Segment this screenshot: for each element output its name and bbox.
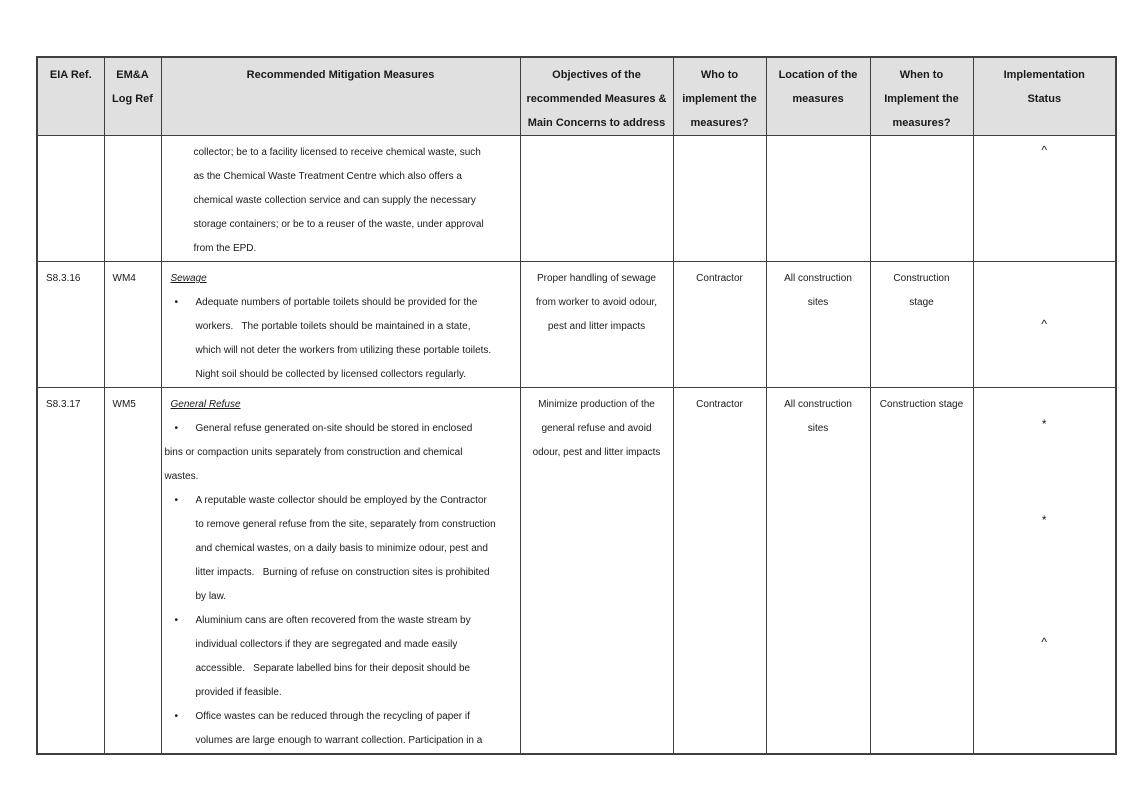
measures-line: A reputable waste collector should be employed by the Contractor • — [162, 489, 520, 513]
measures-line: Night soil should be collected by licensed collectors regularly. — [195, 369, 467, 380]
header-line: Implementation — [1003, 69, 1085, 81]
table-row — [37, 388, 1116, 755]
cell-objectives-line: pest and litter impacts — [547, 321, 646, 332]
header-line: Objectives of the — [552, 69, 641, 81]
cell-who — [673, 136, 766, 262]
measures-line: as the Chemical Waste Treatment Centre which also offers a — [193, 171, 462, 182]
header-line: measures? — [690, 117, 749, 129]
cell-objectives-line: from worker to avoid odour, — [535, 297, 658, 308]
bullet-icon: • — [174, 495, 179, 506]
measures-line: to remove general refuse from the site, separately from construction — [195, 519, 496, 530]
measures-line: accessible. Separate labelled bins for their deposit should be — [195, 663, 471, 674]
measures-line: General Refuse — [170, 399, 241, 410]
cell-objectives-line: general refuse and avoid — [541, 423, 652, 434]
bullet-icon: • — [174, 297, 179, 308]
header-who — [673, 57, 766, 136]
cell-objectives — [520, 136, 673, 262]
cell-eia-ref — [37, 136, 104, 262]
cell-objectives-line: Proper handling of sewage — [537, 273, 656, 284]
measures-paragraph — [162, 393, 520, 417]
cell-measures — [161, 388, 520, 755]
cell-implementation-status — [973, 136, 1116, 262]
measures-paragraph — [162, 609, 520, 705]
eia-ref-text: S8.3.16 — [46, 273, 81, 284]
header-line: Status — [1027, 93, 1062, 105]
status-caret-symbol: ^ — [1041, 317, 1048, 331]
cell-eia-ref — [37, 262, 104, 388]
cell-when — [870, 388, 973, 755]
cell-objectives-line: Minimize production of the — [538, 399, 655, 410]
measures-line: General refuse generated on-site should be stored in enclosed • — [162, 417, 520, 441]
bullet-icon: • — [174, 423, 179, 434]
table-row — [37, 262, 1116, 388]
header-cell-content — [974, 58, 1116, 111]
measures-line: Sewage — [170, 273, 207, 284]
measures-paragraph — [162, 267, 520, 291]
header-cell-content — [521, 58, 673, 135]
header-line: measures? — [892, 117, 951, 129]
header-cell-content — [767, 58, 870, 111]
measures-line: collector; be to a facility licensed to receive chemical waste, such — [193, 147, 481, 158]
status-caret-symbol: ^ — [1041, 143, 1048, 157]
measures-content — [162, 262, 520, 387]
header-line: When to — [899, 69, 944, 81]
header-eia-ref — [37, 57, 104, 136]
cell-implementation-status — [973, 388, 1116, 755]
cell-when-line: Construction stage — [879, 399, 964, 410]
measures-paragraph — [162, 141, 520, 261]
cell-location — [766, 262, 870, 388]
cell-eia-ref — [37, 388, 104, 755]
measures-paragraph — [162, 489, 520, 609]
header-line: Who to — [700, 69, 739, 81]
measures-line: which will not deter the workers from utilizing these portable toilets. — [195, 345, 492, 356]
bullet-icon: • — [174, 711, 179, 722]
header-line: EM&A — [116, 69, 149, 81]
measures-line: individual collectors if they are segregated and made easily — [195, 639, 458, 650]
measures-content — [162, 388, 520, 753]
header-status — [973, 57, 1116, 136]
measures-line: Aluminium cans are often recovered from the waste stream by • — [162, 609, 520, 633]
header-line: implement the — [682, 93, 757, 105]
measures-paragraph — [162, 291, 520, 387]
cell-who-line: Contractor — [696, 399, 743, 410]
header-line: Implement the — [884, 93, 959, 105]
cell-location-line: sites — [807, 423, 829, 434]
cell-when — [870, 262, 973, 388]
header-line: measures — [792, 93, 844, 105]
header-line: Location of the — [778, 69, 858, 81]
header-line: recommended Measures & — [526, 93, 667, 105]
status-asterisk-symbol: * — [1041, 513, 1047, 527]
header-row — [37, 57, 1116, 136]
header-log-ref — [104, 57, 161, 136]
measures-paragraph — [162, 705, 520, 753]
cell-when — [870, 136, 973, 262]
eia-ref-text: S8.3.17 — [46, 399, 81, 410]
measures-line: wastes. — [164, 471, 199, 482]
bullet-icon: • — [174, 615, 179, 626]
header-objectives — [520, 57, 673, 136]
measures-line: litter impacts. Burning of refuse on construction sites is prohibited — [195, 567, 490, 578]
cell-objectives — [520, 388, 673, 755]
cell-who — [673, 262, 766, 388]
measures-content — [162, 136, 520, 261]
cell-location-line: All construction — [784, 273, 852, 284]
mitigation-table — [36, 56, 1117, 755]
header-cell-content — [38, 58, 104, 87]
log-ref-text: WM4 — [112, 273, 136, 284]
header-line: Main Concerns to address — [527, 117, 666, 129]
measures-line: and chemical wastes, on a daily basis to minimize odour, pest and — [195, 543, 488, 554]
header-cell-content — [105, 58, 161, 111]
cell-location-line: All construction — [784, 399, 852, 410]
measures-line: Adequate numbers of portable toilets should be provided for the • — [162, 291, 520, 315]
measures-line: by law. — [195, 591, 227, 602]
measures-line: provided if feasible. — [195, 687, 282, 698]
header-line: Log Ref — [112, 93, 153, 105]
measures-line: workers. The portable toilets should be maintained in a state, — [195, 321, 471, 332]
cell-measures — [161, 262, 520, 388]
table-body — [37, 136, 1116, 755]
cell-when-line: Construction — [893, 273, 950, 284]
cell-objectives — [520, 262, 673, 388]
cell-who-line: Contractor — [696, 273, 743, 284]
measures-line: from the EPD. — [193, 243, 257, 254]
cell-who — [673, 388, 766, 755]
cell-implementation-status — [973, 262, 1116, 388]
measures-paragraph — [162, 417, 520, 489]
cell-log-ref — [104, 136, 161, 262]
measures-line: bins or compaction units separately from construction and chemical — [164, 447, 463, 458]
status-asterisk-symbol: * — [1041, 417, 1047, 431]
cell-location — [766, 388, 870, 755]
table-header — [37, 57, 1116, 136]
measures-line: chemical waste collection service and can supply the necessary — [193, 195, 476, 206]
header-line: EIA Ref. — [49, 69, 92, 81]
cell-log-ref — [104, 262, 161, 388]
header-line: Recommended Mitigation Measures — [246, 69, 435, 81]
header-measures — [161, 57, 520, 136]
header-location — [766, 57, 870, 136]
cell-location-line: sites — [807, 297, 829, 308]
log-ref-text: WM5 — [112, 399, 136, 410]
cell-location — [766, 136, 870, 262]
measures-line: storage containers; or be to a reuser of the waste, under approval — [193, 219, 484, 230]
cell-log-ref — [104, 388, 161, 755]
cell-when-line: stage — [909, 297, 934, 308]
header-cell-content — [871, 58, 973, 135]
header-when — [870, 57, 973, 136]
cell-measures — [161, 136, 520, 262]
cell-objectives-line: odour, pest and litter impacts — [532, 447, 661, 458]
measures-line: volumes are large enough to warrant collection. Participation in a — [195, 735, 483, 746]
header-cell-content — [162, 58, 520, 87]
table-row — [37, 136, 1116, 262]
header-cell-content — [674, 58, 766, 135]
status-caret-symbol: ^ — [1041, 635, 1048, 649]
measures-line: Office wastes can be reduced through the recycling of paper if • — [162, 705, 520, 729]
